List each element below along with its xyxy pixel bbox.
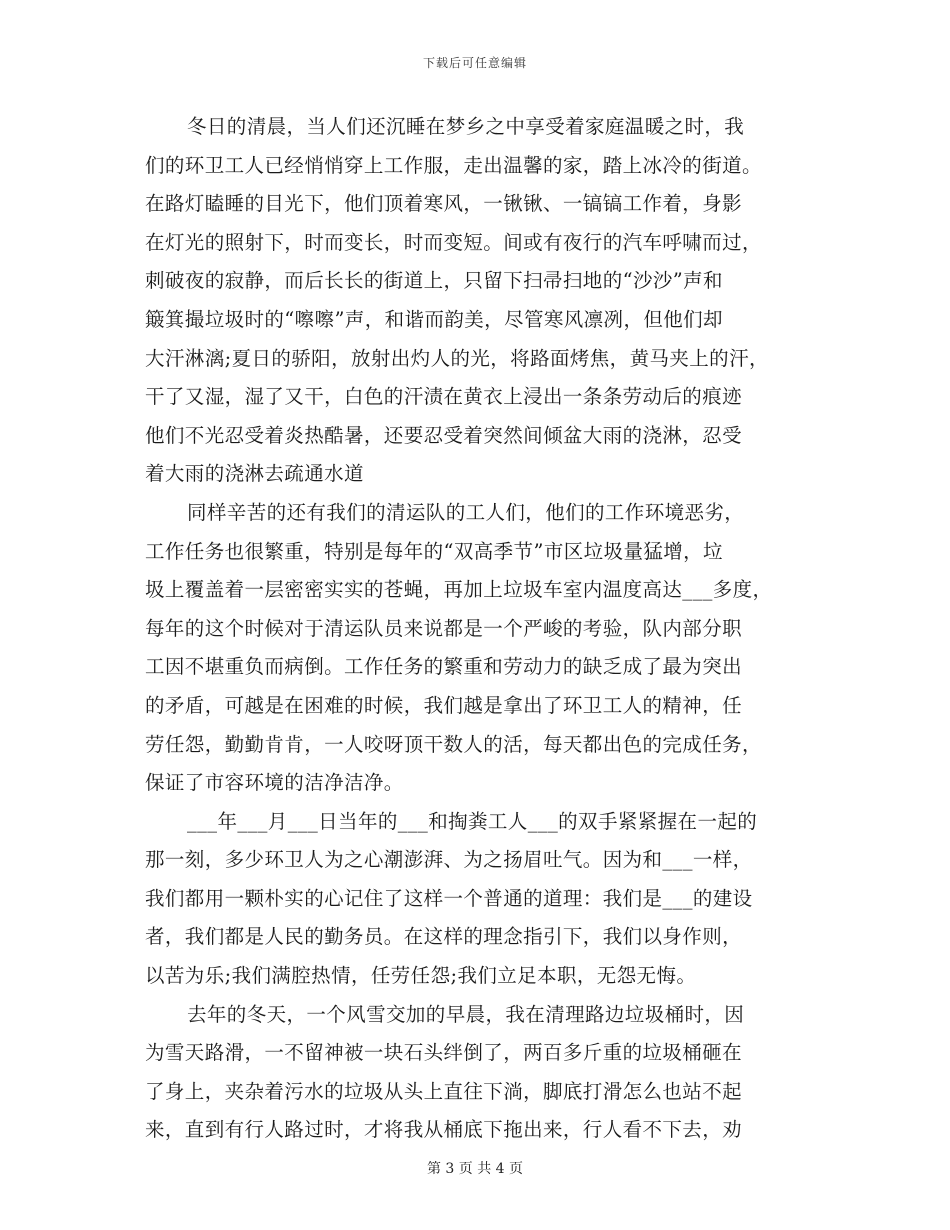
paragraph-line: 以苦为乐;我们满腔热情，任劳任怨;我们立足本职，无怨无悔。: [145, 964, 697, 988]
paragraph-line: 刺破夜的寂静，而后长长的街道上，只留下扫帚扫地的“沙沙”声和: [145, 269, 723, 293]
paragraph-line: 者，我们都是人民的勤务员。在这样的理念指引下，我们以身作则，: [145, 925, 743, 949]
paragraph-line: 为雪天路滑，一不留神被一块石头绊倒了，两百多斤重的垃圾桶砸在: [145, 1041, 743, 1065]
paragraph-line: 那一刻，多少环卫人为之心潮澎湃、为之扬眉吐气。因为和___一样，: [145, 848, 753, 872]
paragraph-line: 每年的这个时候对于清运队员来说都是一个严峻的考验，队内部分职: [145, 616, 743, 640]
paragraph-line: 我们都用一颗朴实的心记住了这样一个普通的道理：我们是___的建设: [145, 886, 753, 910]
paragraph-line: 着大雨的浇淋去疏通水道: [145, 462, 364, 486]
document-body: [145, 108, 815, 1150]
paragraph-line: 工因不堪重负而病倒。工作任务的繁重和劳动力的缺乏成了最为突出: [145, 655, 743, 679]
paragraph-line: 大汗淋漓;夏日的骄阳，放射出灼人的光，将路面烤焦，黄马夹上的汗，: [145, 346, 769, 370]
paragraph-line: 圾上覆盖着一层密密实实的苍蝇，再加上垃圾车室内温度高达___多度，: [145, 578, 773, 602]
paragraph-line: 工作任务也很繁重，特别是每年的“双高季节”市区垃圾量猛增，垃: [145, 539, 723, 563]
paragraph-line: 干了又湿，湿了又干，白色的汗渍在黄衣上浸出一条条劳动后的痕迹: [145, 385, 743, 409]
page-number: 第 3 页 共 4 页: [426, 1161, 524, 1177]
paragraph-line: 他们不光忍受着炎热酷暑，还要忍受着突然间倾盆大雨的浇淋，忍受: [145, 423, 743, 447]
paragraph-line: 同样辛苦的还有我们的清运队的工人们，他们的工作环境恶劣，: [187, 500, 745, 524]
paragraph-line: 劳任怨，勤勤肯肯，一人咬呀顶干数人的活，每天都出色的完成任务，: [145, 732, 762, 756]
paragraph-line: 冬日的清晨，当人们还沉睡在梦乡之中享受着家庭温暖之时，我: [187, 115, 745, 138]
paragraph-line: 了身上，夹杂着污水的垃圾从头上直往下淌，脚底打滑怎么也站不起: [145, 1079, 743, 1103]
paragraph-line: 们的环卫工人已经悄悄穿上工作服，走出温馨的家，踏上冰冷的街道。: [145, 153, 762, 177]
paragraph-line: 去年的冬天，一个风雪交加的早晨，我在清理路边垃圾桶时，因: [187, 1002, 745, 1026]
paragraph-line: 在灯光的照射下，时而变长，时而变短。间或有夜行的汽车呼啸而过，: [145, 230, 762, 254]
paragraph-line: 在路灯瞌睡的目光下，他们顶着寒风，一锹锹、一镐镐工作着，身影: [145, 192, 743, 216]
paragraph-line: 簸箕撮垃圾时的“嚓嚓”声，和谐而韵美，尽管寒风凛冽，但他们却: [145, 307, 723, 331]
paragraph-line: 保证了市容环境的洁净洁净。: [145, 771, 404, 795]
page-header: 下载后可任意编辑: [422, 56, 527, 70]
paragraph-line: 的矛盾，可越是在困难的时候，我们越是拿出了环卫工人的精神，任: [145, 693, 743, 717]
paragraph-line: ___年___月___日当年的___和掏粪工人___的双手紧紧握在一起的: [187, 809, 758, 833]
paragraph-line: 来，直到有行人路过时，才将我从桶底下拖出来，行人看不下去，劝: [145, 1118, 743, 1142]
